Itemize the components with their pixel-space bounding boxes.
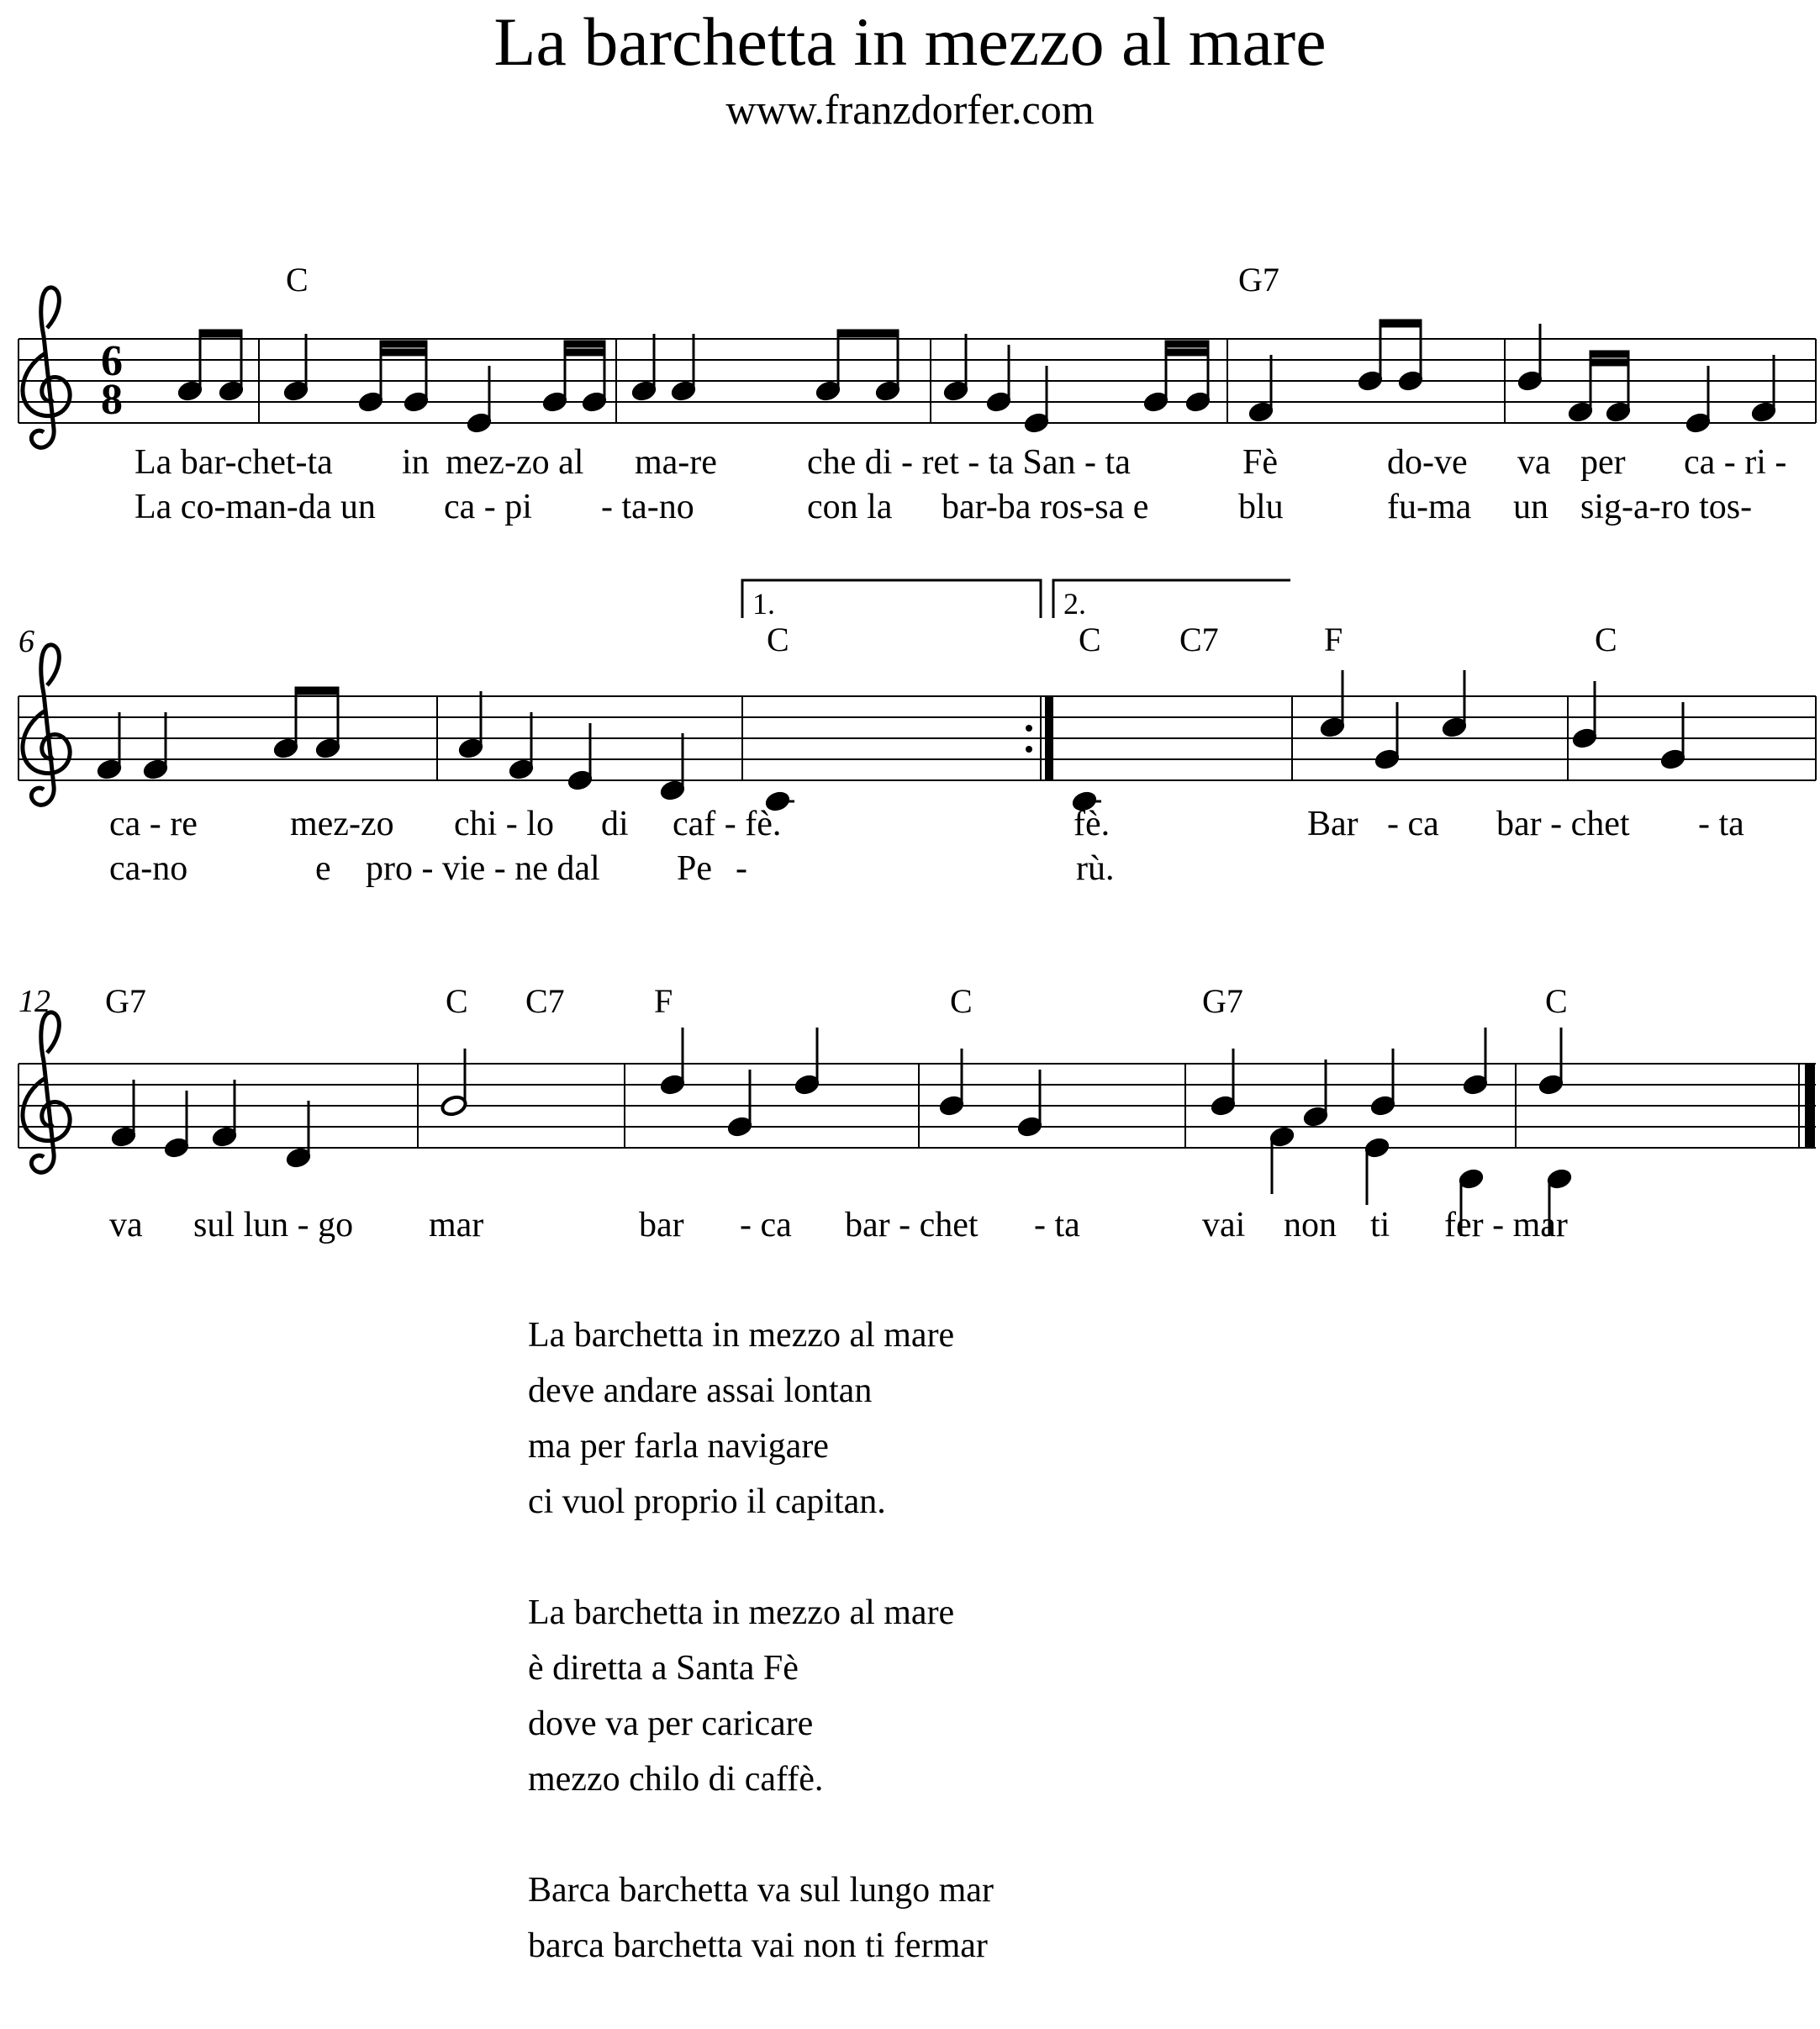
volta-label-first: 1.: [752, 587, 775, 621]
lyric-syllables: fè.: [1074, 805, 1110, 843]
verse-line: La barchetta in mezzo al mare: [528, 1593, 955, 1632]
lyric-syllables: mar: [429, 1206, 484, 1244]
lyric-syllables: chi - lo: [454, 805, 554, 843]
lyric-syllables: caf - fè.: [673, 805, 782, 843]
volta-label-second: 2.: [1063, 587, 1086, 621]
lyric-syllables: Bar: [1307, 805, 1358, 843]
lyric-syllables: fu-ma: [1387, 488, 1472, 526]
lyric-syllables: -: [736, 849, 747, 888]
stanza: [528, 1585, 994, 1807]
lyric-syllables: che di - ret - ta San - ta: [807, 443, 1131, 482]
lyric-syllables: pro - vie - ne dal: [366, 849, 600, 888]
svg-text:6: 6: [101, 337, 123, 385]
lyric-syllables: - ta: [1034, 1206, 1080, 1244]
chord-symbol: C: [1545, 982, 1568, 1020]
page-title: La barchetta in mezzo al mare: [493, 3, 1327, 80]
lyric-syllables: sig-a-ro tos-: [1580, 488, 1753, 526]
notes-system-1: [177, 320, 1777, 434]
lyric-syllables: e: [315, 849, 331, 888]
chord-symbol: C7: [525, 982, 565, 1020]
verse-line: Barca barchetta va sul lungo mar: [528, 1871, 994, 1910]
lyric-syllables: mez-zo al: [446, 443, 584, 482]
chord-symbol: C: [950, 982, 973, 1020]
svg-text:8: 8: [101, 376, 123, 424]
chord-symbol: F: [654, 982, 673, 1020]
verse-line: ma per farla navigare: [528, 1427, 829, 1466]
lyric-syllables: Pe: [677, 849, 712, 888]
chord-symbol: C: [767, 621, 789, 658]
staff-system-2: [18, 696, 1816, 780]
verse-line: La barchetta in mezzo al mare: [528, 1316, 955, 1355]
lyric-syllables: ca-no: [109, 849, 188, 888]
lyric-syllables: - ta: [1698, 805, 1744, 843]
chord-symbol: C: [1079, 621, 1101, 658]
measure-number: 6: [18, 624, 34, 659]
chord-symbol: C7: [1179, 621, 1219, 658]
chord-symbol: C: [446, 982, 468, 1020]
verse-line: mezzo chilo di caffè.: [528, 1760, 824, 1799]
lyric-syllables: con la: [807, 488, 893, 526]
lyric-syllables: va: [109, 1206, 143, 1244]
lyric-syllables: in: [402, 443, 430, 482]
lyric-syllables: - ta-no: [601, 488, 694, 526]
lyric-syllables: di: [601, 805, 629, 843]
lyric-syllables: bar-ba ros-sa e: [942, 488, 1149, 526]
lyric-syllables: per: [1580, 443, 1626, 482]
lyric-syllables: La co-man-da un: [135, 488, 376, 526]
lyric-syllables: La bar-chet-ta: [135, 443, 333, 482]
lyric-syllables: - ca: [1387, 805, 1439, 843]
verse-line: dove va per caricare: [528, 1704, 814, 1743]
lyric-syllables: ma-re: [635, 443, 717, 482]
stanza: [528, 1863, 994, 1974]
verse-line: barca barchetta vai non ti fermar: [528, 1926, 988, 1965]
chord-symbol: C: [1595, 621, 1617, 658]
lyric-syllables: blu: [1238, 488, 1284, 526]
chord-symbol: G7: [1202, 982, 1243, 1020]
lyric-syllables: fer - mar: [1444, 1206, 1568, 1244]
verse-line: ci vuol proprio il capitan.: [528, 1482, 886, 1521]
lyric-syllables: - ca: [740, 1206, 792, 1244]
lyric-syllables: va: [1517, 443, 1551, 482]
verse-text: [528, 1308, 994, 2029]
staff-system-3: [18, 1064, 1816, 1148]
lyric-syllables: rù.: [1076, 849, 1115, 888]
lyric-syllables: ca - ri -: [1684, 443, 1787, 482]
lyric-syllables: ti: [1370, 1206, 1390, 1244]
verse-line: deve andare assai lontan: [528, 1371, 873, 1410]
lyric-syllables: non: [1284, 1206, 1337, 1244]
lyric-syllables: bar: [639, 1206, 684, 1244]
lyric-syllables: sul lun - go: [193, 1206, 354, 1244]
lyric-syllables: vai: [1202, 1206, 1246, 1244]
staff-system-1: [18, 339, 1816, 423]
lyric-syllables: ca - pi: [444, 488, 532, 526]
chord-symbol: G7: [1238, 261, 1279, 299]
lyric-syllables: bar - chet: [1496, 805, 1630, 843]
lyric-syllables: ca - re: [109, 805, 198, 843]
lyric-syllables: Fè: [1242, 443, 1278, 482]
measure-number: 12: [18, 984, 50, 1019]
notes-system-2: [97, 670, 1686, 812]
lyric-syllables: do-ve: [1387, 443, 1468, 482]
chord-symbol: F: [1324, 621, 1343, 658]
lyric-syllables: mez-zo: [290, 805, 394, 843]
chord-symbol: G7: [105, 982, 146, 1020]
website-url: www.franzdorfer.com: [725, 86, 1095, 133]
lyric-syllables: un: [1513, 488, 1548, 526]
volta-brackets: [742, 580, 1290, 618]
verse-line: è diretta a Santa Fè: [528, 1649, 799, 1688]
lyric-syllables: bar - chet: [845, 1206, 979, 1244]
stanza: [528, 1308, 994, 1530]
chord-symbol: C: [286, 261, 309, 299]
